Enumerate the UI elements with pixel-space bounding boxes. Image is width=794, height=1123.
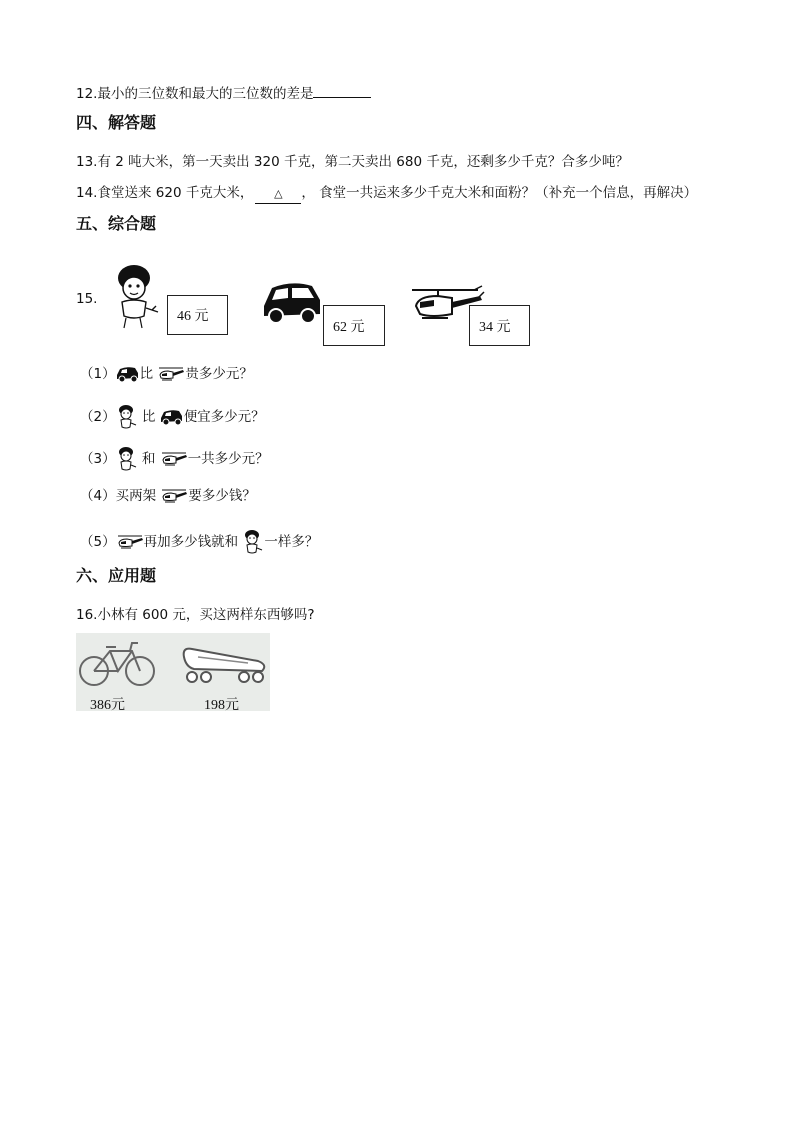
question-14 bbox=[76, 184, 697, 204]
answer-blank[interactable] bbox=[313, 83, 371, 98]
doll-icon bbox=[116, 446, 138, 472]
car-price: 62 元 bbox=[333, 319, 365, 335]
sub-question-4 bbox=[80, 487, 256, 505]
section-6-title: 六、应用题 bbox=[76, 566, 157, 585]
doll-icon bbox=[108, 262, 164, 332]
sub-3-and: 和 bbox=[141, 451, 156, 467]
doll-icon bbox=[116, 404, 138, 430]
sub-2-compare: 比 bbox=[141, 409, 156, 425]
bicycle-price: 386元 bbox=[90, 698, 125, 713]
sub-question-1 bbox=[80, 365, 253, 383]
sub-question-5 bbox=[80, 529, 318, 555]
question-13: 13.有 2 吨大米，第一天卖出 320 千克，第二天卖出 680 千克，还剩多少千克？合多少吨？ bbox=[76, 154, 629, 170]
question-12-text: 12.最小的三位数和最大的三位数的差是 bbox=[76, 86, 314, 102]
question-12 bbox=[76, 83, 371, 103]
sub-4-number: （4）买两架 bbox=[80, 488, 157, 504]
helicopter-price: 34 元 bbox=[479, 319, 511, 335]
sub-5-number: （5） bbox=[80, 534, 116, 550]
sub-1-ask: 贵多少元？ bbox=[185, 366, 253, 382]
sub-3-ask: 一共多少元？ bbox=[187, 451, 269, 467]
helicopter-price-box bbox=[469, 305, 530, 346]
question-16: 16.小林有 600 元，买这两样东西够吗? bbox=[76, 607, 315, 623]
triangle-mark: △ bbox=[274, 187, 283, 200]
doll-price-box bbox=[167, 295, 228, 335]
question-14-prefix: 14.食堂送来 620 千克大米， bbox=[76, 185, 254, 201]
sub-2-ask: 便宜多少元？ bbox=[183, 409, 265, 425]
helicopter-icon bbox=[160, 487, 188, 505]
sub-5-ask: 一样多？ bbox=[264, 534, 319, 550]
doll-price: 46 元 bbox=[177, 309, 209, 324]
doll-icon bbox=[242, 529, 264, 555]
helicopter-icon bbox=[116, 533, 144, 551]
question-14-suffix: ， 食堂一共运来多少千克大米和面粉？（补充一个信息，再解决） bbox=[301, 185, 698, 201]
sub-2-number: （2） bbox=[80, 409, 116, 425]
sub-1-number: （1） bbox=[80, 366, 116, 382]
skateboard-icon bbox=[178, 643, 270, 687]
q16-picture bbox=[76, 633, 270, 711]
car-icon bbox=[116, 365, 140, 383]
car-icon bbox=[258, 278, 324, 326]
helicopter-icon bbox=[157, 365, 185, 383]
sub-1-compare: 比 bbox=[139, 366, 154, 382]
sub-3-number: （3） bbox=[80, 451, 116, 467]
car-icon bbox=[160, 408, 184, 426]
section-4-title: 四、解答题 bbox=[76, 113, 157, 132]
question-15-number: 15. bbox=[76, 291, 98, 307]
bicycle-icon bbox=[78, 637, 158, 689]
helicopter-icon bbox=[160, 450, 188, 468]
info-blank[interactable] bbox=[255, 185, 301, 204]
sub-question-3 bbox=[80, 446, 269, 472]
sub-4-ask: 要多少钱？ bbox=[188, 488, 256, 504]
sub-question-2 bbox=[80, 404, 265, 430]
sub-5-add: 再加多少钱就和 bbox=[143, 534, 239, 550]
skateboard-price: 198元 bbox=[204, 698, 239, 713]
section-5-title: 五、综合题 bbox=[76, 214, 157, 233]
car-price-box bbox=[323, 305, 385, 346]
